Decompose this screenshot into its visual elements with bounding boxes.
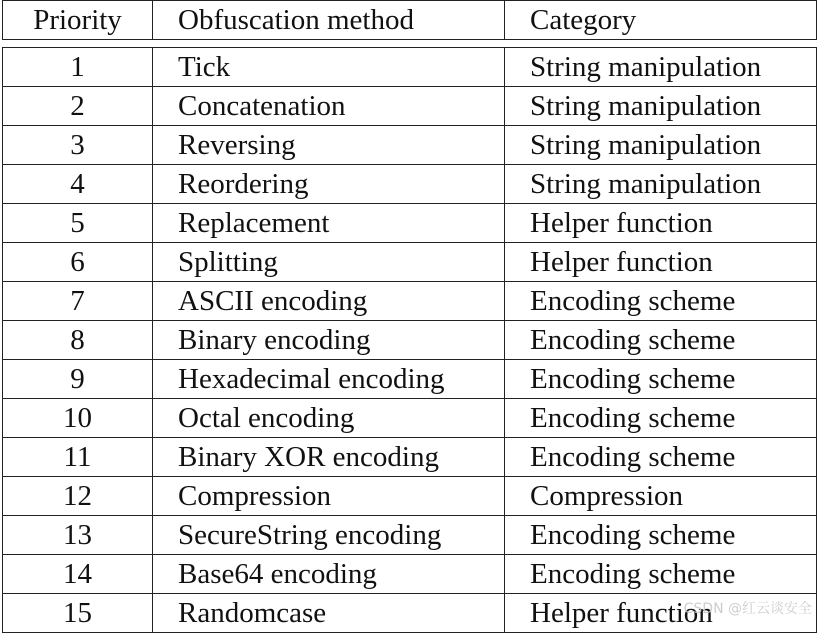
table-row <box>3 438 817 477</box>
table-row <box>3 399 817 438</box>
method-cell: Tick <box>153 48 505 87</box>
obfuscation-table-container <box>2 0 816 633</box>
table-row <box>3 555 817 594</box>
method-cell: Octal encoding <box>153 399 505 438</box>
table-row <box>3 243 817 282</box>
category-cell: Encoding scheme <box>505 438 817 477</box>
method-cell: Replacement <box>153 204 505 243</box>
method-cell: Reordering <box>153 165 505 204</box>
category-cell: Encoding scheme <box>505 399 817 438</box>
method-cell: ASCII encoding <box>153 282 505 321</box>
priority-cell: 2 <box>3 87 153 126</box>
table-row <box>3 204 817 243</box>
method-cell: Randomcase <box>153 594 505 633</box>
category-cell: String manipulation <box>505 126 817 165</box>
header-category: Category <box>505 1 817 40</box>
priority-cell: 8 <box>3 321 153 360</box>
priority-cell: 4 <box>3 165 153 204</box>
table-body <box>3 48 817 633</box>
method-cell: Binary XOR encoding <box>153 438 505 477</box>
table-row <box>3 87 817 126</box>
priority-cell: 14 <box>3 555 153 594</box>
method-cell: Reversing <box>153 126 505 165</box>
priority-cell: 3 <box>3 126 153 165</box>
priority-cell: 12 <box>3 477 153 516</box>
category-cell: Encoding scheme <box>505 516 817 555</box>
method-cell: Splitting <box>153 243 505 282</box>
category-cell: String manipulation <box>505 87 817 126</box>
table-row <box>3 282 817 321</box>
method-cell: SecureString encoding <box>153 516 505 555</box>
method-cell: Concatenation <box>153 87 505 126</box>
table-row <box>3 516 817 555</box>
watermark-text: CSDN @红云谈安全 <box>683 601 812 617</box>
category-cell: String manipulation <box>505 165 817 204</box>
category-cell: Encoding scheme <box>505 282 817 321</box>
category-cell: Encoding scheme <box>505 360 817 399</box>
method-cell: Base64 encoding <box>153 555 505 594</box>
priority-cell: 13 <box>3 516 153 555</box>
category-cell: Helper function <box>505 243 817 282</box>
priority-cell: 5 <box>3 204 153 243</box>
table-row <box>3 126 817 165</box>
method-cell: Binary encoding <box>153 321 505 360</box>
priority-cell: 7 <box>3 282 153 321</box>
table-row <box>3 321 817 360</box>
table-header <box>3 1 817 40</box>
category-cell: Helper function <box>505 204 817 243</box>
category-cell: Encoding scheme <box>505 321 817 360</box>
table-row <box>3 360 817 399</box>
priority-cell: 15 <box>3 594 153 633</box>
method-cell: Compression <box>153 477 505 516</box>
table-row <box>3 48 817 87</box>
method-cell: Hexadecimal encoding <box>153 360 505 399</box>
obfuscation-priority-table <box>2 0 817 633</box>
priority-cell: 6 <box>3 243 153 282</box>
category-cell: Encoding scheme <box>505 555 817 594</box>
header-obfuscation-method: Obfuscation method <box>153 1 505 40</box>
category-cell: Helper function <box>505 594 817 633</box>
priority-cell: 11 <box>3 438 153 477</box>
category-cell: String manipulation <box>505 48 817 87</box>
header-gap <box>3 40 817 48</box>
table-row <box>3 165 817 204</box>
priority-cell: 1 <box>3 48 153 87</box>
priority-cell: 9 <box>3 360 153 399</box>
table-row <box>3 477 817 516</box>
priority-cell: 10 <box>3 399 153 438</box>
header-row <box>3 1 817 40</box>
category-cell: Compression <box>505 477 817 516</box>
header-priority: Priority <box>3 1 153 40</box>
